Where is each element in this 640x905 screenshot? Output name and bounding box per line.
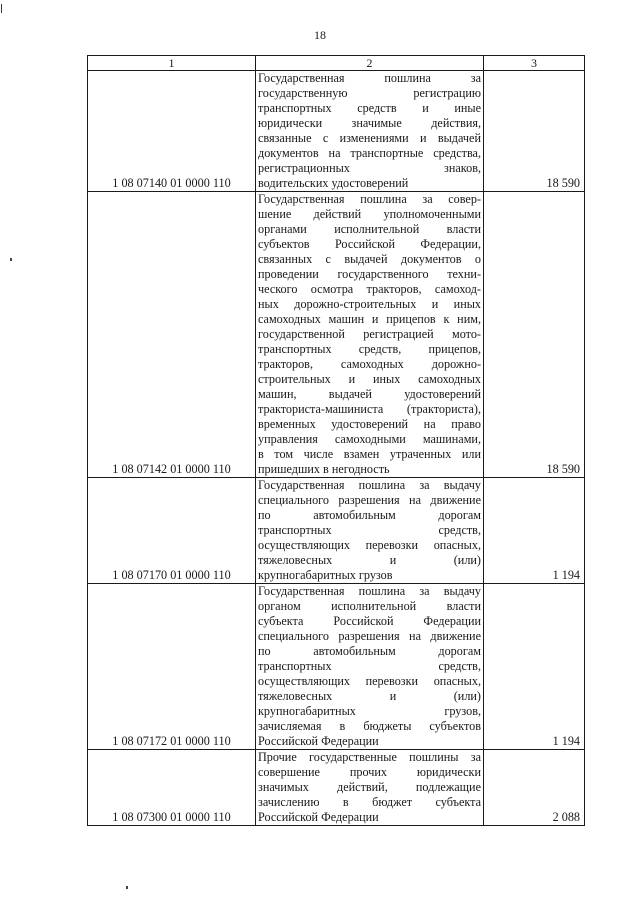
- description-line: субъекта Российской Федерации: [258, 614, 481, 628]
- description-cell: [256, 71, 484, 192]
- description-line: шение действий уполномоченными: [258, 207, 481, 221]
- description-line: тракториста-машиниста (тракториста),: [258, 402, 481, 416]
- amount-cell: 1 194: [484, 478, 585, 584]
- description-line: связанных с выдачей документов о: [258, 252, 481, 266]
- description-line: временных удостоверений на право: [258, 417, 481, 431]
- revenue-code-cell: 1 08 07300 01 0000 110: [88, 750, 256, 826]
- description-line: Российской Федерации: [258, 734, 379, 748]
- description-line: государственной регистрацией мото-: [258, 327, 481, 341]
- description-line: транспортных средств,: [258, 523, 481, 537]
- description-line: водительских удостоверений: [258, 176, 409, 190]
- description-cell: [256, 192, 484, 478]
- description-line: ных дорожно-строительных и иных: [258, 297, 481, 311]
- description-line: субъектов Российской Федерации,: [258, 237, 481, 251]
- description-line: в том числе взамен утраченных или: [258, 447, 481, 461]
- description-line: строительных и иных самоходных: [258, 372, 481, 386]
- description-line: пришедших в негодность: [258, 462, 390, 476]
- fee-table: [87, 55, 585, 826]
- table-row: [88, 750, 585, 826]
- table-row: [88, 192, 585, 478]
- description-line: значимых действий, подлежащие: [258, 780, 481, 794]
- description-line: проведении государственного техни-: [258, 267, 481, 281]
- amount-cell: 1 194: [484, 584, 585, 750]
- header-column-3: 3: [484, 56, 585, 71]
- amount-cell: 18 590: [484, 71, 585, 192]
- description-line: осуществляющих перевозки опасных,: [258, 674, 481, 688]
- description-line: осуществляющих перевозки опасных,: [258, 538, 481, 552]
- description-line: Государственная пошлина за выдачу: [258, 584, 481, 598]
- revenue-code-cell: 1 08 07170 01 0000 110: [88, 478, 256, 584]
- description-line: управления самоходными машинами,: [258, 432, 481, 446]
- description-line: тракторов, самоходных дорожно-: [258, 357, 481, 371]
- amount-cell: 2 088: [484, 750, 585, 826]
- amount-cell: 18 590: [484, 192, 585, 478]
- description-line: тяжеловесных и (или): [258, 689, 481, 703]
- description-line: зачислению в бюджет субъекта: [258, 795, 481, 809]
- description-line: органом исполнительной власти: [258, 599, 481, 613]
- description-line: самоходных машин и прицепов к ним,: [258, 312, 481, 326]
- table-row: [88, 478, 585, 584]
- page-number: 18: [314, 28, 326, 42]
- table-row: [88, 584, 585, 750]
- scan-corner-mark: [1, 4, 2, 13]
- description-line: транспортных средств,: [258, 659, 481, 673]
- description-line: ческого осмотра тракторов, самоход-: [258, 282, 481, 296]
- description-line: машин, выдачей удостоверений: [258, 387, 481, 401]
- table-header-row: [88, 56, 585, 71]
- description-line: Государственная пошлина за совер-: [258, 192, 481, 206]
- header-column-2: 2: [256, 56, 484, 71]
- scan-margin-dot: [126, 886, 128, 889]
- description-line: Государственная пошлина за: [258, 71, 481, 85]
- description-line: специального разрешения на движение: [258, 629, 481, 643]
- description-line: Прочие государственные пошлины за: [258, 750, 481, 764]
- description-line: транспортных средств и иные: [258, 101, 481, 115]
- description-line: совершение прочих юридически: [258, 765, 481, 779]
- description-cell: [256, 478, 484, 584]
- description-line: тяжеловесных и (или): [258, 553, 481, 567]
- description-line: органами исполнительной власти: [258, 222, 481, 236]
- description-line: Российской Федерации: [258, 810, 379, 824]
- description-line: государственную регистрацию: [258, 86, 481, 100]
- revenue-code-cell: 1 08 07140 01 0000 110: [88, 71, 256, 192]
- description-line: крупногабаритных грузов,: [258, 704, 481, 718]
- table-row: [88, 71, 585, 192]
- revenue-code-cell: 1 08 07172 01 0000 110: [88, 584, 256, 750]
- description-line: документов на транспортные средства,: [258, 146, 481, 160]
- description-line: связанные с изменениями и выдачей: [258, 131, 481, 145]
- description-cell: [256, 750, 484, 826]
- description-line: специального разрешения на движение: [258, 493, 481, 507]
- revenue-code-cell: 1 08 07142 01 0000 110: [88, 192, 256, 478]
- description-line: по автомобильным дорогам: [258, 644, 481, 658]
- header-column-1: 1: [88, 56, 256, 71]
- description-cell: [256, 584, 484, 750]
- description-line: зачисляемая в бюджеты субъектов: [258, 719, 481, 733]
- description-line: транспортных средств, прицепов,: [258, 342, 481, 356]
- description-line: юридически значимые действия,: [258, 116, 481, 130]
- description-line: регистрационных знаков,: [258, 161, 481, 175]
- scan-margin-dot: [10, 258, 12, 261]
- description-line: по автомобильным дорогам: [258, 508, 481, 522]
- description-line: крупногабаритных грузов: [258, 568, 393, 582]
- description-line: Государственная пошлина за выдачу: [258, 478, 481, 492]
